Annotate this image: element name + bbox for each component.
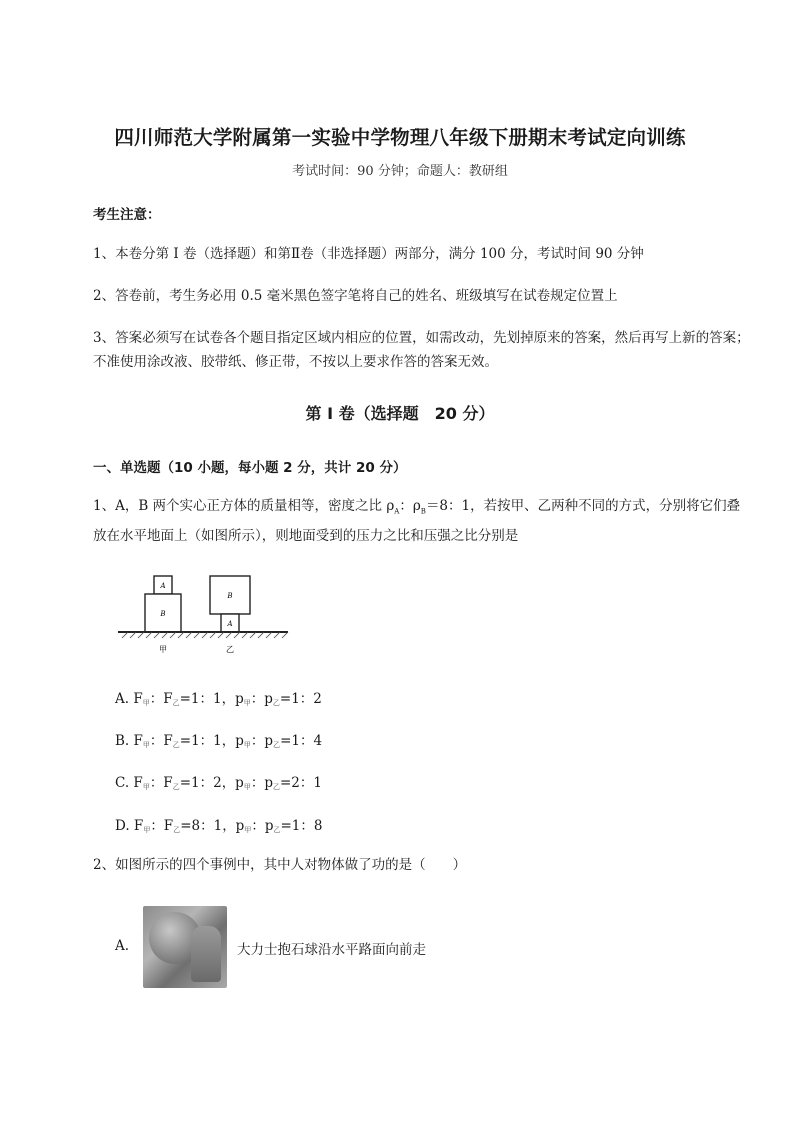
yi-label-b: B <box>227 592 233 600</box>
stone-ball-photo <box>143 906 227 988</box>
section-title: 第 I 卷（选择题 20 分） <box>305 404 495 423</box>
q2-option-a-letter[interactable]: A. <box>115 938 130 954</box>
q2-option-a-caption[interactable]: 大力士抱石球沿水平路面向前走 <box>237 942 426 958</box>
q1-option-b[interactable]: B. $F_甲$：$F_乙=1$：1，$p_甲$：$p_乙=1$：4 <box>115 733 323 749</box>
jia-label-a: A <box>160 582 166 590</box>
page-title: 四川师范大学附属第一实验中学物理八年级下册期末考试定向训练 <box>114 126 686 149</box>
question-1-stem: 1、A，B 两个实心正方体的质量相等，密度之比 $\rho_A$：$\rho_B=8$：1，若按甲、乙两种不同的方式，分别将它们叠放在水平地面上（如图所示），则地面受到的压力之比和压强之比分别是 <box>93 498 741 544</box>
q1-option-a[interactable]: A. $F_甲$：$F_乙=1$：1，$p_甲$：$p_乙=1$：2 <box>115 691 322 707</box>
notice-item-2: 2、答卷前，考生务必用 0.5 毫米黑色签字笔将自己的姓名、班级填写在试卷规定位置上 <box>93 288 618 304</box>
q1-option-c[interactable]: C. $F_甲$：$F_乙=1$：2，$p_甲$：$p_乙=2$：1 <box>115 775 322 791</box>
notice-item-3: 3、答案必须写在试卷各个题目指定区域内相应的位置，如需改动，先划掉原来的答案，然后再写上新的答案；不准使用涂改液、胶带纸、修正带，不按以上要求作答的答案无效。 <box>93 330 750 370</box>
question-2-stem: 2、如图所示的四个事例中，其中人对物体做了功的是（ ） <box>93 857 467 873</box>
strongman-figure <box>191 926 221 982</box>
notice-item-1: 1、本卷分第 I 卷（选择题）和第Ⅱ卷（非选择题）两部分，满分 100 分，考试时间 90 分钟 <box>93 246 644 262</box>
diagram-label-yi: 乙 <box>226 645 234 654</box>
jia-label-b: B <box>160 610 166 618</box>
q1-option-d[interactable]: D. $F_甲$：$F_乙=8$：1，$p_甲$：$p_乙=1$：8 <box>115 818 323 834</box>
diagram-label-jia: 甲 <box>159 645 167 654</box>
notice-heading: 考生注意： <box>93 207 161 223</box>
stacked-blocks-diagram <box>118 572 290 656</box>
yi-label-a: A <box>227 620 233 628</box>
page-subtitle: 考试时间：90 分钟；命题人：教研组 <box>292 164 508 179</box>
part-title: 一、单选题（10 小题，每小题 2 分，共计 20 分） <box>93 460 407 476</box>
